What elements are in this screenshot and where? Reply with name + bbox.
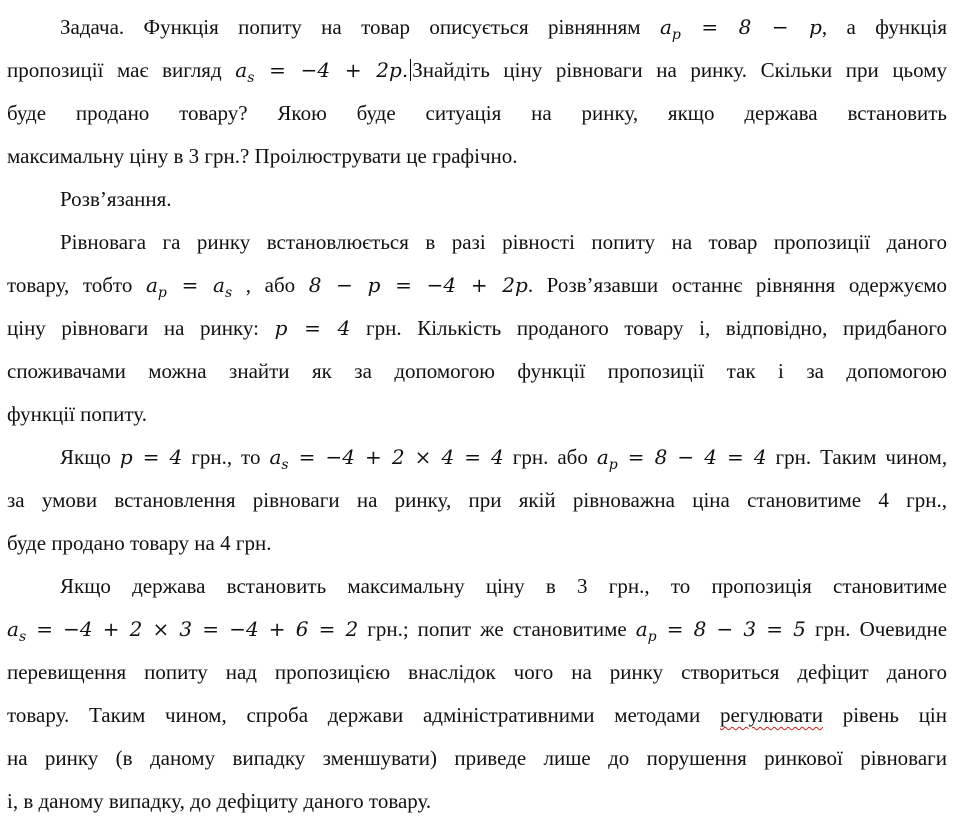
para3-line-1: Якщо держава встановить максимальну ціну в 3 грн., то пропозиція становитиме (60, 574, 947, 598)
task-text: Знайдіть ціну рівноваги на ринку. Скільки при цьому (412, 58, 948, 82)
para1-line-2: товару, тобто $a_p = a_s$ , або 8 − p = −4 + 2p. Розв’язавши останнє рівняння одержуємо (7, 273, 948, 301)
para2-line-2: за умови встановлення рівноваги на ринку, при якій рівноважна ціна становитиме 4 грн., (7, 488, 947, 512)
document-page[interactable] (7, 6, 947, 823)
supply-function-formula: $a_s = -4 + 2p$. (235, 58, 409, 86)
para2-line-1: Якщо p = 4 грн., то $a_s = -4 + 2 \times 4 = 4$ грн. або $a_p = 8 - 4 = 4$ грн. Таким чином, (60, 445, 948, 473)
para3-line-4: товару. Таким чином, спроба держави адміністративними методами регулювати рівень цін (7, 703, 948, 727)
equilibrium-condition-formula: $a_p = a_s$ (145, 273, 233, 301)
supply-at-4-formula: $a_s = -4 + 2 \times 4 = 4$ (269, 445, 504, 473)
equilibrium-equation-formula: 8 − p = −4 + 2p (308, 273, 528, 297)
task-paragraph (7, 6, 947, 178)
solution-heading-paragraph (7, 178, 947, 221)
paragraph-price-ceiling (7, 565, 947, 823)
price-4-formula: p = 4 (119, 445, 183, 469)
demand-at-3-formula: $a_p = 8 - 3 = 5$ (635, 617, 806, 645)
task-line-1 (7, 6, 947, 49)
equilibrium-price-formula: p = 4 (274, 316, 351, 340)
para3-line-2: $a_s = -4 + 2 \times 3 = -4 + 6 = 2$ грн.; попит же становитиме $a_p = 8 - 3 = 5$ грн. Очевидне (7, 617, 948, 645)
supply-at-3-formula: $a_s = -4 + 2 \times 3 = -4 + 6 = 2$ (7, 617, 359, 645)
para1-line-1: Рівновага га ринку встановлюється в разі рівності попиту на товар пропозиції даного (60, 230, 947, 254)
para1-line-4: споживачами можна знайти як за допомогою функції пропозиції так і за допомогою (7, 359, 947, 383)
demand-at-4-formula: $a_p = 8 - 4 = 4$ (596, 445, 767, 473)
demand-function-formula: $a_p = 8 - p$ (659, 15, 822, 43)
task-text: Задача. Функція попиту на товар описується рівнянням (60, 15, 641, 39)
task-line-4: максимальну ціну в 3 грн.? Проілюструвати це графічно. (7, 144, 518, 168)
para3-line-3: перевищення попиту над пропозицією внаслідок чого на ринку створиться дефіцит даного (7, 660, 947, 684)
task-text: , а функція (821, 15, 948, 39)
para1-line-3: ціну рівноваги на ринку: p = 4 грн. Кількість проданого товару і, відповідно, придбаного (7, 316, 948, 340)
paragraph-quantity (7, 436, 947, 565)
solution-heading: Розв’язання. (60, 187, 172, 211)
task-text: пропозиції має вигляд (7, 58, 222, 82)
para2-line-3: буде продано товару на 4 грн. (7, 531, 272, 555)
paragraph-equilibrium (7, 221, 947, 436)
para3-line-6: і, в даному випадку, до дефіциту даного товару. (7, 789, 432, 813)
task-line-2 (7, 49, 947, 92)
task-line-3: буде продано товару? Якою буде ситуація на ринку, якщо держава встановить (7, 101, 947, 125)
para3-line-5: на ринку (в даному випадку зменшувати) приведе лише до порушення ринкової рівноваги (7, 746, 947, 770)
spellcheck-flagged-word[interactable]: регулювати (719, 703, 823, 727)
para1-line-5: функції попиту. (7, 402, 147, 426)
